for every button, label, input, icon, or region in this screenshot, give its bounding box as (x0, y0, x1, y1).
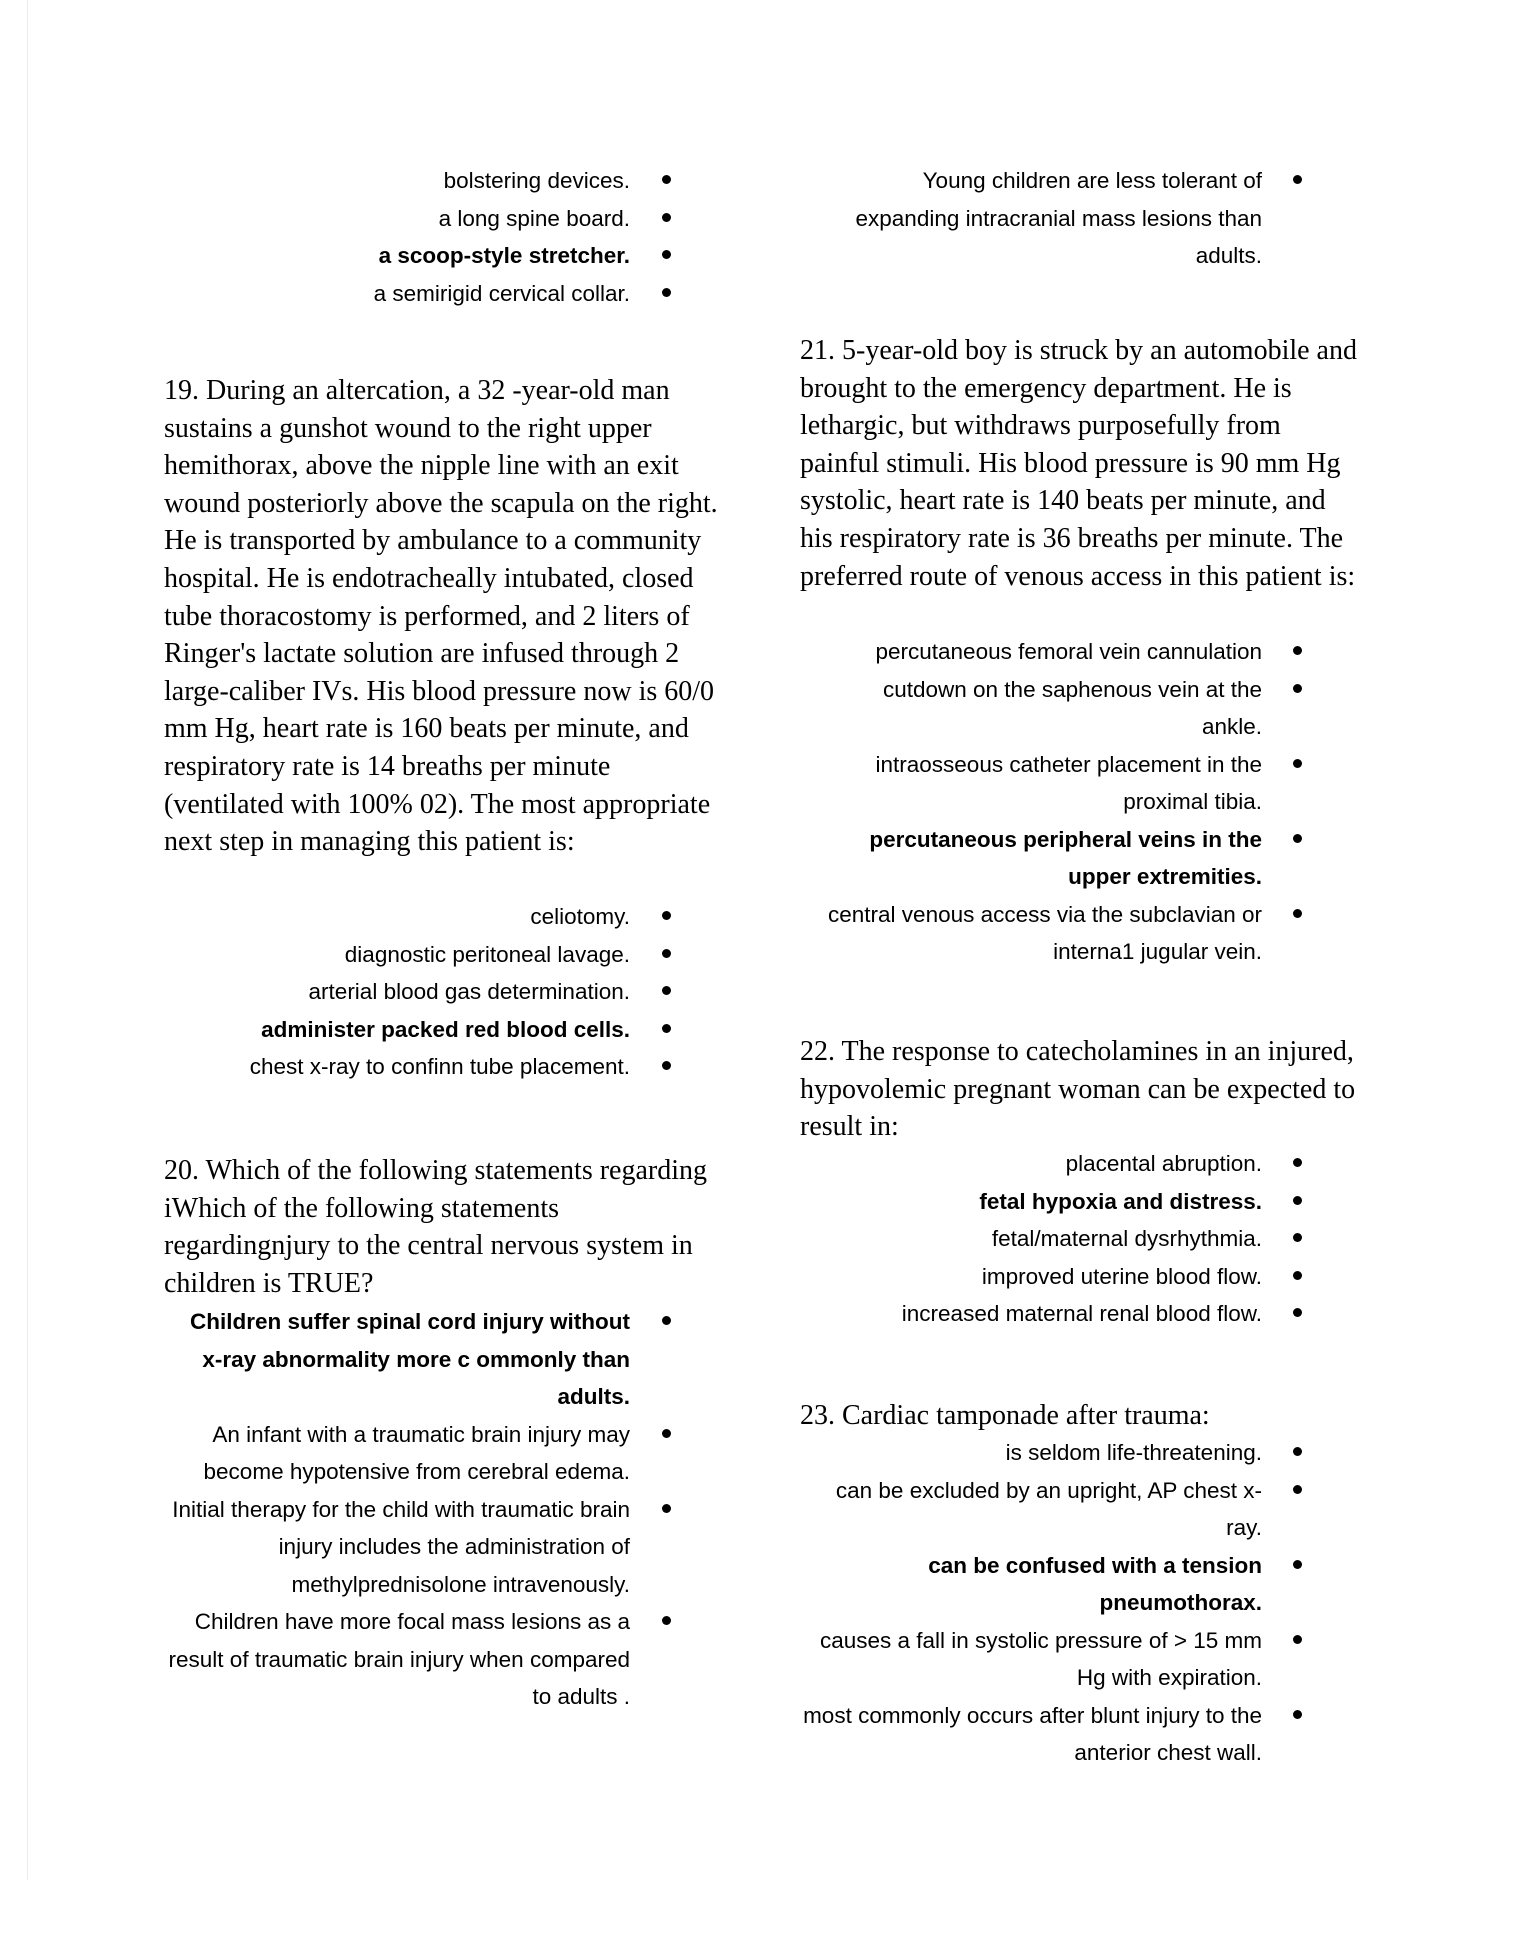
q21-question: 21. 5-year-old boy is struck by an automobile and brought to the emergency department. He is lethargic, but withdraws purposefully from painful stimuli. His blood pressure is 90 mm Hg systolic, heart rate is 140 beats per minute, and his respiratory rate is 36 breaths per minute. The preferred route of venous access in this patient is: (800, 335, 1357, 592)
q22-option-3 (800, 1220, 1262, 1258)
option-text: increased maternal renal blood flow. (901, 1301, 1262, 1326)
q19-option-3 (164, 973, 630, 1011)
option-text: Young children are less tolerant of expanding intracranial mass lesions than adults. (855, 168, 1262, 268)
bullet-icon (1293, 1560, 1302, 1569)
q21-options (800, 633, 1300, 971)
option-text-correct: Children suffer spinal cord injury without x-ray abnormality more c ommonly than adults. (189, 1309, 630, 1409)
bullet-icon (662, 1061, 671, 1070)
option-text-correct: a scoop-style stretcher. (378, 243, 630, 268)
option-text: fetal/maternal dysrhythmia. (991, 1226, 1262, 1251)
bullet-icon (1293, 1196, 1302, 1205)
option-text: bolstering devices. (443, 168, 630, 193)
bullet-icon (1293, 1308, 1302, 1317)
q20-question: 20. Which of the following statements regarding iWhich of the following statements regardingnjury to the central nervous system in children is TRUE? (164, 1155, 708, 1299)
q22-option-4 (800, 1258, 1262, 1296)
q19-option-2 (164, 936, 630, 974)
option-text: Children have more focal mass lesions as a result of traumatic brain injury when compared to adults . (168, 1609, 630, 1709)
option-text: percutaneous femoral vein cannulation (875, 639, 1262, 664)
option-text-correct: can be confused with a tension pneumothorax. (928, 1552, 1262, 1615)
bullet-icon (1293, 1158, 1302, 1167)
q21-option-5 (800, 896, 1262, 971)
q22-option-5 (800, 1295, 1262, 1333)
q22-option-2 (800, 1183, 1262, 1221)
option-text: improved uterine blood flow. (981, 1263, 1262, 1289)
bullet-icon (1293, 759, 1302, 768)
bullet-icon (662, 1504, 671, 1513)
option-text: celiotomy. (530, 904, 630, 929)
bullet-icon (1293, 684, 1302, 693)
bullet-icon (1293, 1635, 1302, 1644)
option-text: Initial therapy for the child with traumatic brain injury includes the administration of methylprednisolone intravenously. (172, 1496, 630, 1597)
q19-options (164, 898, 664, 1086)
bullet-icon (1293, 1485, 1302, 1494)
option-text: a long spine board. (438, 205, 630, 231)
q18-option-2 (164, 200, 630, 238)
bullet-icon (662, 949, 671, 958)
q23-option-3 (800, 1547, 1262, 1622)
q20-options (164, 1303, 664, 1716)
bullet-icon (662, 1429, 671, 1438)
q19-option-4 (164, 1011, 630, 1049)
q22-question: 22. The response to catecholamines in an injured, hypovolemic pregnant woman can be expected to result in: (800, 1036, 1356, 1143)
q19-option-1 (164, 898, 630, 936)
q18-option-3 (164, 237, 630, 275)
bullet-icon (662, 911, 671, 920)
q18-option-4 (164, 275, 630, 313)
bullet-icon (662, 175, 671, 184)
bullet-icon (1293, 1710, 1302, 1719)
q20-option-3 (164, 1491, 630, 1604)
q21-option-2 (800, 671, 1262, 746)
bullet-icon (662, 213, 671, 222)
option-text: can be excluded by an upright, AP chest x-ray. (835, 1477, 1262, 1540)
q20-options-continued (800, 162, 1300, 275)
option-text: causes a fall in systolic pressure of > 15 mm Hg with expiration. (819, 1627, 1262, 1690)
bullet-icon (662, 288, 671, 297)
bullet-icon (1293, 175, 1302, 184)
q23-option-4 (800, 1622, 1262, 1697)
option-text-correct: percutaneous peripheral veins in the upper extremities. (869, 826, 1262, 889)
q22-option-1 (800, 1145, 1262, 1183)
bullet-icon (662, 986, 671, 995)
bullet-icon (1293, 1233, 1302, 1242)
option-text: chest x-ray to confinn tube placement. (249, 1054, 630, 1079)
q23-options (800, 1434, 1300, 1772)
option-text: An infant with a traumatic brain injury may become hypotensive from cerebral edema. (203, 1421, 630, 1484)
bullet-icon (1293, 909, 1302, 918)
q19-question: 19. During an altercation, a 32 -year-old man sustains a gunshot wound to the right upper hemithorax, above the nipple line with an exit wound posteriorly above the scapula on the right. He is transported by ambulance to a community hospital. He is endotracheally intubated, closed tube thoracostomy is performed, and 2 liters of Ringer's lactate solution are infused through 2 large-caliber IVs. His blood pressure now is 60/0 mm Hg, heart rate is 160 beats per minute, and respiratory rate is 14 breaths per minute (ventilated with 100% 02). The most appropriate next step in managing this patient is: (164, 375, 718, 858)
option-text-correct: fetal hypoxia and distress. (979, 1188, 1262, 1214)
option-text: most commonly occurs after blunt injury to the anterior chest wall. (803, 1702, 1262, 1765)
q21-option-1 (800, 633, 1262, 671)
q18-options (164, 162, 664, 312)
bullet-icon (662, 250, 671, 259)
option-text: intraosseous catheter placement in the proximal tibia. (875, 751, 1262, 814)
option-text: placental abruption. (1065, 1151, 1262, 1176)
bullet-icon (1293, 834, 1302, 843)
q23-question: 23. Cardiac tamponade after trauma: (800, 1400, 1210, 1431)
q22-options (800, 1145, 1300, 1333)
option-text: a semirigid cervical collar. (373, 280, 630, 306)
q21-option-3 (800, 746, 1262, 821)
bullet-icon (1293, 646, 1302, 655)
q23-option-5 (800, 1697, 1262, 1772)
q19-option-5 (164, 1048, 630, 1086)
option-text: cutdown on the saphenous vein at the ankle. (882, 676, 1262, 739)
q21-option-4 (800, 821, 1262, 896)
q18-option-1 (164, 162, 630, 200)
bullet-icon (662, 1616, 671, 1625)
bullet-icon (662, 1024, 671, 1033)
option-text: central venous access via the subclavian or interna1 jugular vein. (828, 901, 1262, 964)
q23-option-1 (800, 1434, 1262, 1472)
page-edge-line (27, 0, 28, 1880)
q20-option-4 (164, 1603, 630, 1716)
bullet-icon (1293, 1271, 1302, 1280)
bullet-icon (1293, 1447, 1302, 1456)
q20-option-2 (164, 1416, 630, 1491)
q20-option-5 (800, 162, 1262, 275)
option-text: arterial blood gas determination. (308, 979, 630, 1004)
option-text: diagnostic peritoneal lavage. (344, 941, 630, 967)
q23-option-2 (800, 1472, 1262, 1547)
bullet-icon (662, 1316, 671, 1325)
option-text-correct: administer packed red blood cells. (261, 1016, 630, 1042)
q20-option-1 (164, 1303, 630, 1416)
option-text: is seldom life-threatening. (1005, 1440, 1262, 1465)
